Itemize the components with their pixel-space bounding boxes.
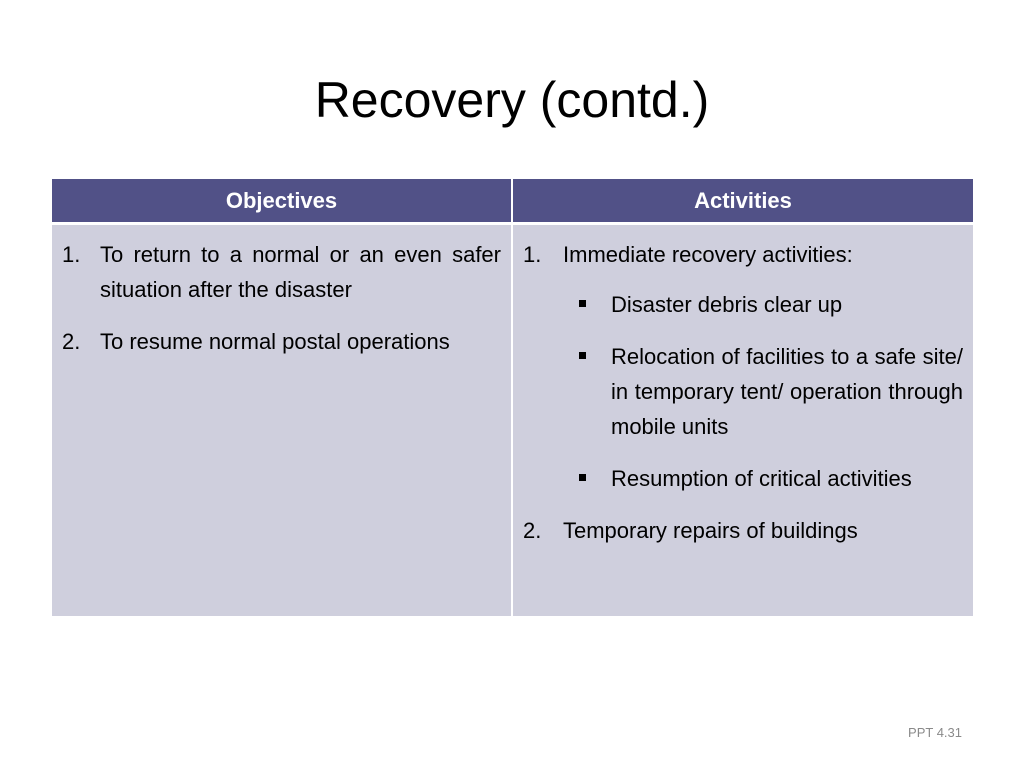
objective-number: 2. — [62, 329, 81, 354]
header-objectives: Objectives — [52, 179, 511, 222]
activity-item-1 — [523, 237, 963, 272]
objective-item-1 — [62, 237, 501, 307]
objective-text: To return to a normal or an even safer situation after the disaster — [100, 242, 501, 302]
activity-text: Immediate recovery activities: — [563, 242, 853, 267]
activity-number: 2. — [523, 518, 542, 543]
objective-text: To resume normal postal operations — [100, 329, 450, 354]
activities-cell — [513, 225, 973, 616]
bullet-text: Disaster debris clear up — [611, 292, 843, 317]
recovery-table — [52, 179, 973, 616]
list-item — [575, 461, 963, 496]
square-bullet-icon — [575, 287, 611, 322]
activity-sub-list — [575, 287, 963, 496]
objective-item-2 — [62, 324, 501, 359]
list-item — [575, 287, 963, 322]
bullet-text: Relocation of facilities to a safe site/ in temporary tent/ operation through mobile units — [611, 344, 963, 439]
slide-number: PPT 4.31 — [908, 725, 962, 740]
activity-text: Temporary repairs of buildings — [563, 518, 858, 543]
slide-title: Recovery (contd.) — [314, 72, 710, 128]
header-activities: Activities — [513, 179, 973, 222]
list-item — [575, 339, 963, 444]
activity-number: 1. — [523, 242, 542, 267]
objectives-cell — [52, 225, 511, 616]
activity-item-2 — [523, 513, 963, 548]
objective-number: 1. — [62, 242, 81, 267]
bullet-text: Resumption of critical activities — [611, 466, 912, 491]
square-bullet-icon — [575, 339, 611, 444]
square-bullet-icon — [575, 461, 611, 496]
